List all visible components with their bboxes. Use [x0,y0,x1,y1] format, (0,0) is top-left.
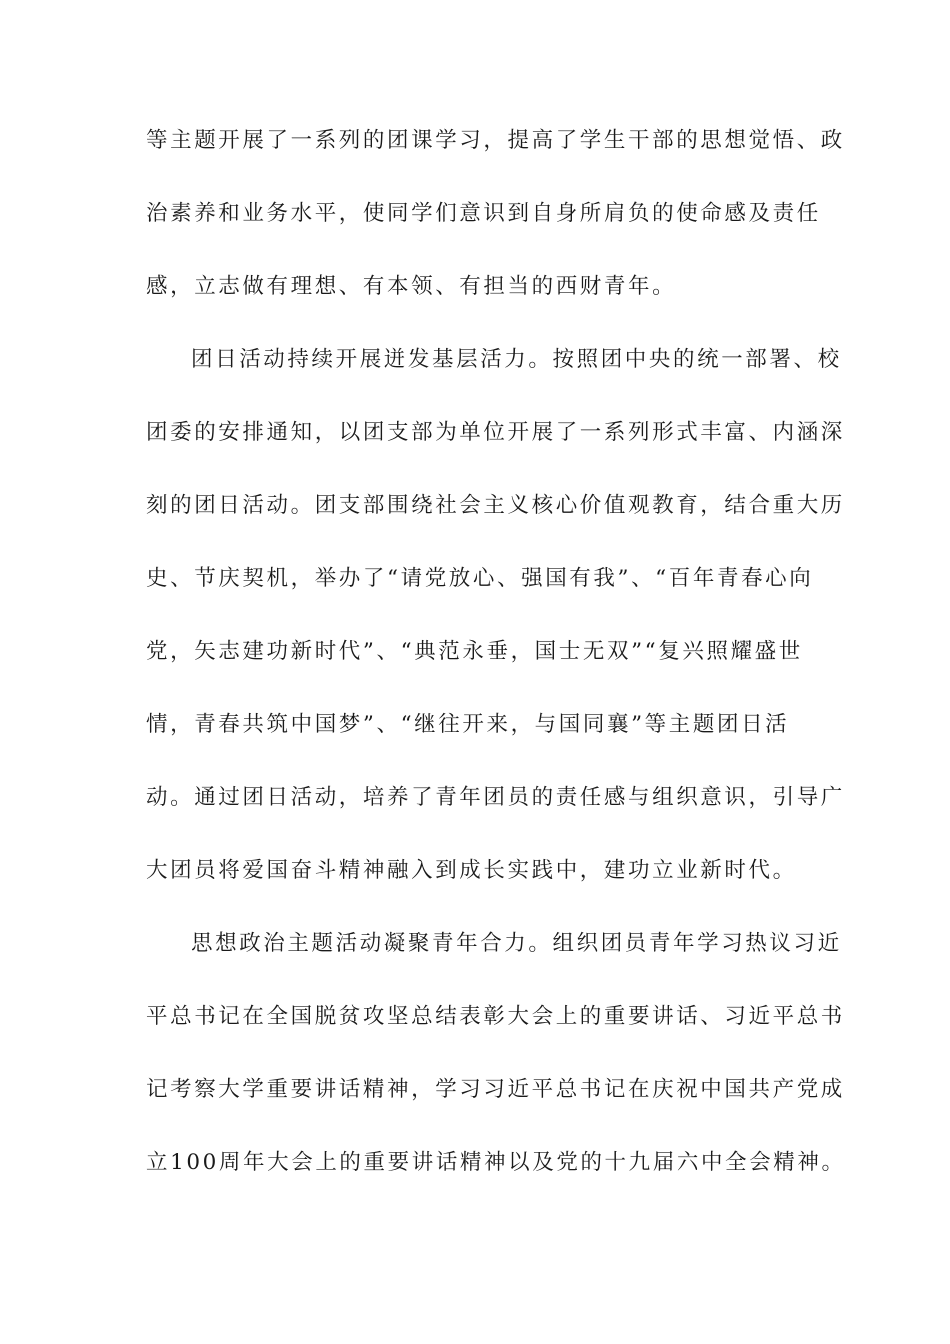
text-line: 团委的安排通知，以团支部为单位开展了一系列形式丰富、内涵深 [146,420,845,445]
text-line: 动。通过团日活动，培养了青年团员的责任感与组织意识，引导广 [146,785,845,810]
text-line: 等主题开展了一系列的团课学习，提高了学生干部的思想觉悟、政 [146,128,845,153]
text-line: 治素养和业务水平，使同学们意识到自身所肩负的使命感及责任 [146,201,821,226]
text-line: 平总书记在全国脱贫攻坚总结表彰大会上的重要讲话、习近平总书 [146,1004,845,1029]
text-line: 情，青春共筑中国梦”、“继往开来，与国同襄”等主题团日活 [146,712,790,737]
text-line: 大团员将爱国奋斗精神融入到成长实践中，建功立业新时代。 [146,858,797,883]
text-line: 刻的团日活动。团支部围绕社会主义核心价值观教育，结合重大历 [146,493,845,518]
text-line: 感，立志做有理想、有本领、有担当的西财青年。 [146,274,677,299]
text-line: 史、节庆契机，举办了“请党放心、强国有我”、“百年青春心向 [146,566,814,591]
text-line: 党，矢志建功新时代”、“典范永垂，国士无双”“复兴照耀盛世 [146,639,803,664]
body-text [146,121,846,1216]
paragraph-start-line: 团日活动持续开展迸发基层活力。按照团中央的统一部署、校 [191,347,842,372]
text-line: 记考察大学重要讲话精神，学习习近平总书记在庆祝中国共产党成 [146,1077,845,1102]
paragraph-start-line: 思想政治主题活动凝聚青年合力。组织团员青年学习热议习近 [191,931,842,956]
text-line: 立100周年大会上的重要讲话精神以及党的十九届六中全会精神。 [146,1150,846,1175]
